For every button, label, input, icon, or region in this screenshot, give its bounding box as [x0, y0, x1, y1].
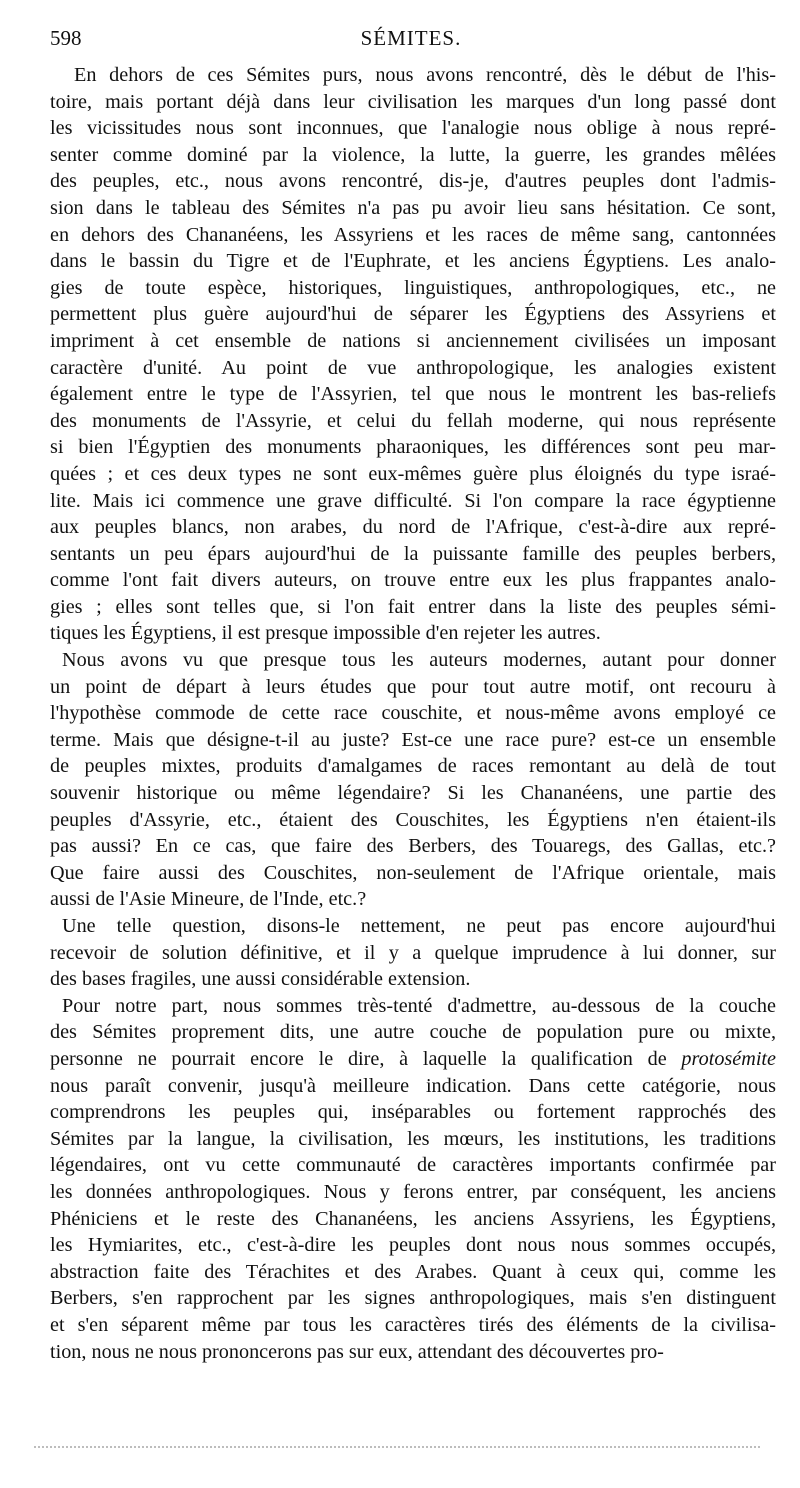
text-line: un point de départ à leurs études que pour tout autre motif, ont recouru à	[50, 675, 776, 698]
text-line: quées ; et ces deux types ne sont eux-mêmes guère plus éloignés du type israé-	[50, 462, 776, 485]
text-line: terme. Mais que désigne-t-il au juste? Est-ce une race pure? est-ce un ensemble	[50, 728, 776, 751]
paragraph-1	[50, 62, 776, 647]
text-line: Nous avons vu que presque tous les auteurs modernes, autant pour donner	[62, 649, 776, 672]
text-line: senter comme dominé par la violence, la lutte, la guerre, les grandes mêlées	[50, 143, 776, 166]
text-line: de peuples mixtes, produits d'amalgames de races remontant au delà de tout	[50, 755, 776, 778]
text-line: aux peuples blancs, non arabes, du nord de l'Afrique, c'est-à-dire aux repré-	[50, 516, 776, 539]
text-line: des bases fragiles, une aussi considérable extension.	[50, 968, 471, 991]
text-line: recevoir de solution définitive, et il y a quelque imprudence à lui donner, sur	[50, 941, 776, 964]
text-line: dans le bassin du Tigre et de l'Euphrate, et les anciens Égyptiens. Les analo-	[50, 250, 776, 273]
text-line: légendaires, ont vu cette communauté de caractères importants confirmée par	[50, 1154, 776, 1177]
text-line: Sémites par la langue, la civilisation, les mœurs, les institutions, les traditions	[50, 1127, 776, 1150]
bottom-dotted-rule	[34, 1446, 760, 1448]
text-line: aussi de l'Asie Mineure, de l'Inde, etc.?	[50, 888, 367, 911]
text-line: Que faire aussi des Couschites, non-seulement de l'Afrique orientale, mais	[50, 861, 776, 884]
running-head	[50, 26, 772, 56]
text-line: les données anthropologiques. Nous y ferons entrer, par conséquent, les anciens	[50, 1180, 776, 1203]
text-line: en dehors des Chananéens, les Assyriens et les races de même sang, cantonnées	[50, 223, 776, 246]
page-number: 598	[50, 26, 82, 50]
paragraph-3	[50, 913, 776, 993]
text-line: Une telle question, disons-le nettement, ne peut pas encore aujourd'hui	[62, 915, 776, 937]
text-line: tion, nous ne nous prononcerons pas sur eux, attendant des découvertes pro-	[50, 1340, 664, 1363]
text-line: également entre le type de l'Assyrien, tel que nous le montrent les bas-reliefs	[50, 383, 776, 406]
text-line: Berbers, s'en rapprochent par les signes anthropologiques, mais s'en distinguent	[50, 1287, 776, 1310]
text-line: les Hymiarites, etc., c'est-à-dire les peuples dont nous nous sommes occupés,	[50, 1234, 776, 1257]
text-line: Phéniciens et le reste des Chananéens, les anciens Assyriens, les Égyptiens,	[50, 1207, 776, 1230]
text-line: des peuples, etc., nous avons rencontré, dis-je, d'autres peuples dont l'admis-	[50, 170, 776, 193]
text-line: En dehors de ces Sémites purs, nous avons rencontré, dès le début de l'his-	[74, 64, 776, 86]
text-line: si bien l'Égyptien des monuments pharaoniques, les différences sont peu mar-	[50, 436, 776, 459]
text-line: tiques les Égyptiens, il est presque impossible d'en rejeter les autres.	[50, 622, 601, 645]
text-line: comprendrons les peuples qui, inséparables ou fortement rapprochés des	[50, 1101, 776, 1124]
text-line: gies de toute espèce, historiques, linguistiques, anthropologiques, etc., ne	[50, 276, 776, 299]
body-text	[50, 62, 776, 1365]
text-line: comme l'ont fait divers auteurs, on trouve entre eux les plus frappantes analo-	[50, 569, 776, 592]
text-line: impriment à cet ensemble de nations si anciennement civilisées un imposant	[50, 329, 776, 352]
text-line: l'hypothèse commode de cette race couschite, et nous-même avons employé ce	[50, 702, 776, 725]
text-line: caractère d'unité. Au point de vue anthropologique, les analogies existent	[50, 356, 776, 379]
text-line: sentants un peu épars aujourd'hui de la puissante famille des peuples berbers,	[50, 542, 776, 565]
text-line: Pour notre part, nous sommes très-tenté d'admettre, au-dessous de la couche	[62, 994, 776, 1017]
text-line: lite. Mais ici commence une grave difficulté. Si l'on compare la race égyptienne	[50, 489, 776, 512]
paragraph-4	[50, 993, 776, 1365]
running-title: SÉMITES.	[360, 26, 462, 50]
text-line: toire, mais portant déjà dans leur civilisation les marques d'un long passé dont	[50, 90, 776, 113]
text-line: des monuments de l'Assyrie, et celui du fellah moderne, qui nous représente	[50, 409, 776, 432]
text-line: et s'en séparent même par tous les caractères tirés des éléments de la civilisa-	[50, 1313, 776, 1336]
text-line: personne ne pourrait encore le dire, à laquelle la qualification de protosémite	[50, 1047, 776, 1070]
text-line: peuples d'Assyrie, etc., étaient des Couschites, les Égyptiens n'en étaient-ils	[50, 808, 776, 831]
text-line: les vicissitudes nous sont inconnues, que l'analogie nous oblige à nous repré-	[50, 117, 776, 140]
text-line: permettent plus guère aujourd'hui de séparer les Égyptiens des Assyriens et	[50, 303, 776, 326]
text-line: des Sémites proprement dits, une autre couche de population pure ou mixte,	[50, 1021, 776, 1044]
text-line: gies ; elles sont telles que, si l'on fait entrer dans la liste des peuples sémi-	[50, 595, 776, 618]
text-line: nous paraît convenir, jusqu'à meilleure indication. Dans cette catégorie, nous	[50, 1074, 776, 1097]
paragraph-2	[50, 647, 776, 913]
text-line: souvenir historique ou même légendaire? Si les Chananéens, une partie des	[50, 782, 776, 805]
text-line: pas aussi? En ce cas, que faire des Berbers, des Touaregs, des Gallas, etc.?	[50, 835, 776, 858]
text-line: abstraction faite des Térachites et des Arabes. Quant à ceux qui, comme les	[50, 1260, 776, 1283]
text-line: sion dans le tableau des Sémites n'a pas pu avoir lieu sans hésitation. Ce sont,	[50, 196, 776, 219]
